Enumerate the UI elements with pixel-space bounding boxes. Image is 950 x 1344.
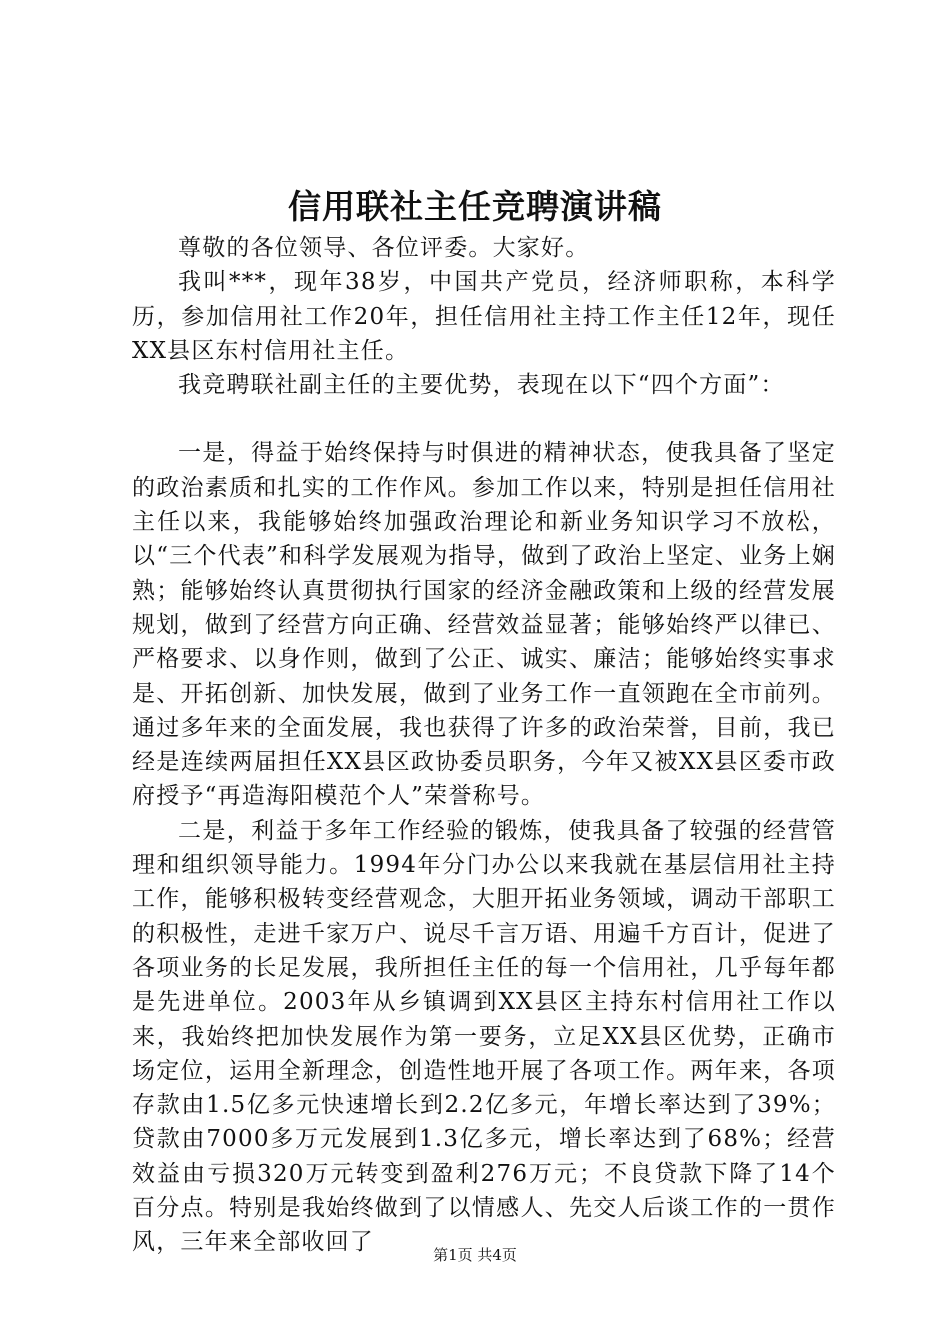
paragraph-point-one: 一是，得益于始终保持与时俱进的精神状态，使我具备了坚定的政治素质和扎实的工作作风。参加工作以来，特别是担任信用社主任以来，我能够始终加强政治理论和新业务知识学习不放松，以“三个代表”和科学发展观为指导，做到了政治上坚定、业务上娴熟；能够始终认真贯彻执行国家的经济金融政策和上级的经营发展规划，做到了经营方向正确、经营效益显著；能够始终严以律已、严格要求、以身作则，做到了公正、诚实、廉洁；能够始终实事求是、开拓创新、加快发展，做到了业务工作一直领跑在全市前列。通过多年来的全面发展，我也获得了许多的政治荣誉，目前，我已经是连续两届担任XX县区政协委员职务，今年又被XX县区委市政府授予“再造海阳模范个人”荣誉称号。	[132, 440, 836, 810]
paragraph-self-introduction: 我叫***，现年38岁，中国共产党员，经济师职称，本科学历，参加信用社工作20年，担任信用社主持工作主任12年，现任XX县区东村信用社主任。	[132, 269, 836, 364]
paragraph-greeting: 尊敬的各位领导、各位评委。大家好。	[178, 235, 590, 261]
paragraph-point-two: 二是，利益于多年工作经验的锻炼，使我具备了较强的经营管理和组织领导能力。1994年分门办公以来我就在基层信用社主持工作，能够积极转变经营观念，大胆开拓业务领域，调动干部职工的积极性，走进千家万户、说尽千言万语、用遍千方百计，促进了各项业务的长足发展，我所担任主任的每一个信用社，几乎每年都是先进单位。2003年从乡镇调到XX县区主持东村信用社工作以来，我始终把加快发展作为第一要务，立足XX县区优势，正确市场定位，运用全新理念，创造性地开展了各项工作。两年来，各项存款由1.5亿多元快速增长到2.2亿多元，年增长率达到了39%；贷款由7000多万元发展到1.3亿多元，增长率达到了68%；经营效益由亏损320万元转变到盈利276万元；不良贷款下降了14个百分点。特别是我始终做到了以情感人、先交人后谈工作的一贯作风，三年来全部收回了	[132, 817, 836, 1256]
page-footer: 第1页 共4页	[433, 1246, 517, 1264]
paragraph-advantages-intro: 我竞聘联社副主任的主要优势，表现在以下“四个方面”：	[178, 372, 785, 399]
document-body	[132, 231, 836, 1260]
document-title: 信用联社主任竞聘演讲稿	[288, 187, 662, 226]
